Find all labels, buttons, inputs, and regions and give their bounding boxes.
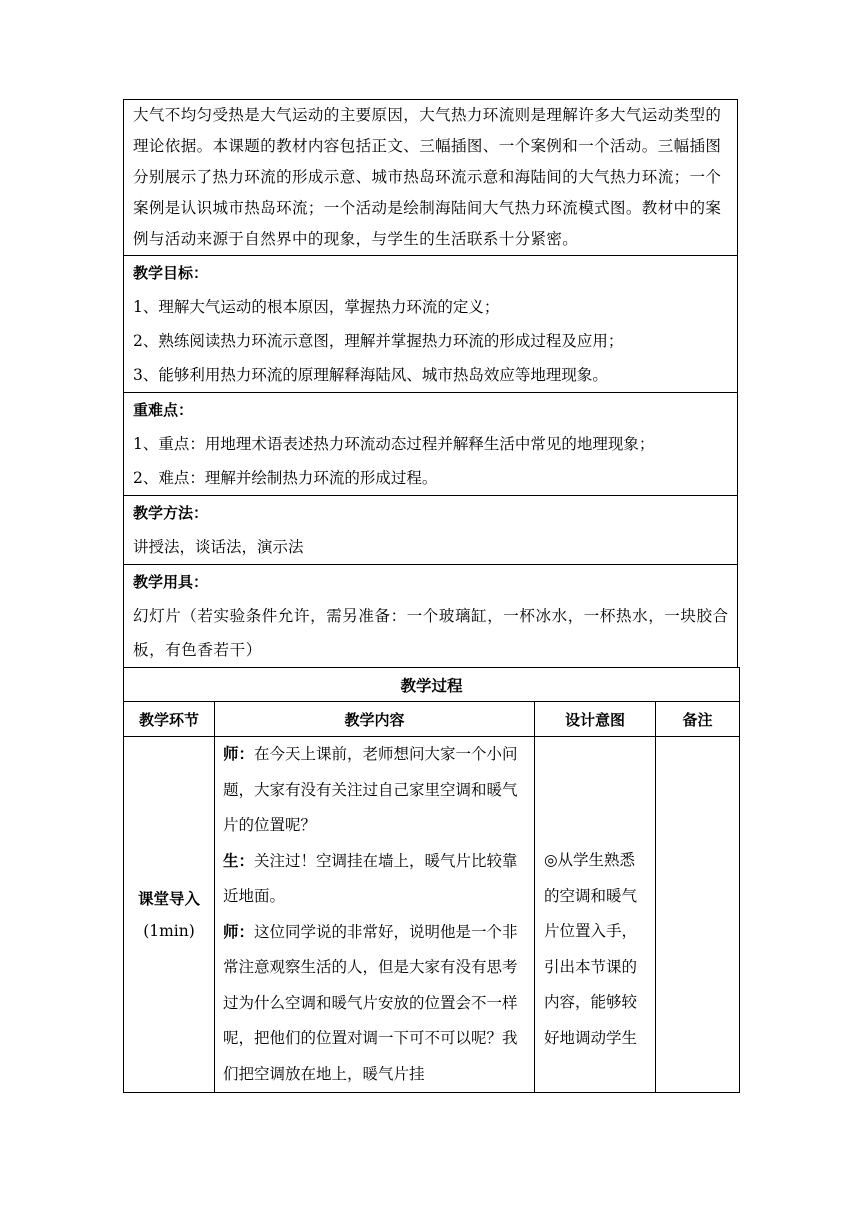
header-intent: 设计意图 (535, 702, 656, 737)
dialogue-text: 这位同学说的非常好，说明他是一个非常注意观察生活的人，但是大家有没有思考过为什么空调和暖气片安放的位置会不一样呢，把他们的位置对调一下可不可以呢？我们把空调放在地上，暖气片挂 (223, 922, 518, 1083)
header-stage: 教学环节 (124, 702, 215, 737)
dialogue-line (223, 737, 524, 844)
header-remark: 备注 (656, 702, 740, 737)
stage-duration: (1min) (143, 921, 195, 940)
speaker-label: 生： (223, 851, 255, 870)
objectives-heading: 教学目标： (133, 264, 209, 282)
stage-name: 课堂导入 (137, 889, 200, 908)
stage-cell (124, 737, 215, 1093)
dialogue-line (223, 915, 524, 1093)
objectives-section (123, 255, 738, 392)
speaker-label: 师： (223, 745, 255, 763)
process-table (123, 667, 740, 1093)
objective-item: 1、理解大气运动的根本原因，掌握热力环流的定义； (133, 298, 500, 316)
key-points-section (123, 392, 738, 495)
methods-section (123, 495, 738, 564)
objective-item: 3、能够利用热力环流的原理解释海陆风、城市热岛效应等地理现象。 (133, 366, 608, 384)
dialogue-line (223, 844, 524, 915)
key-point-item: 2、难点：理解并绘制热力环流的形成过程。 (133, 469, 438, 487)
dialogue-text: 关注过！空调挂在墙上，暖气片比较靠近地面。 (223, 851, 518, 905)
dialogue-text: 在今天上课前，老师想问大家一个小问题，大家有没有关注过自己家里空调和暖气片的位置呢？ (223, 745, 518, 834)
intro-paragraph: 大气不均匀受热是大气运动的主要原因，大气热力环流则是理解许多大气运动类型的理论依据。本课题的教材内容包括正文、三幅插图、一个案例和一个活动。三幅插图分别展示了热力环流的形成示意、城市热岛环流示意和海陆间的大气热力环流；一个案例是认识城市热岛环流；一个活动是绘制海陆间大气热力环流模式图。教材中的案例与活动来源于自然界中的现象，与学生的生活联系十分紧密。 (133, 106, 722, 248)
tools-heading: 教学用具： (133, 573, 209, 591)
content-cell (215, 737, 535, 1093)
methods-text: 讲授法，谈话法，演示法 (133, 538, 304, 556)
remark-cell (656, 737, 740, 1093)
document-page (123, 99, 738, 1093)
intent-text: ◎从学生熟悉的空调和暖气片位置入手，引出本节课的内容，能够较好地调动学生 (544, 851, 638, 1047)
header-content: 教学内容 (215, 702, 535, 737)
tools-section (123, 564, 738, 667)
intent-cell (535, 737, 656, 1093)
tools-text: 幻灯片（若实验条件允许，需另准备：一个玻璃缸，一杯冰水，一杯热水，一块胶合板，有色香若干） (133, 607, 729, 659)
speaker-label: 师： (223, 922, 255, 941)
methods-heading: 教学方法： (133, 504, 209, 522)
key-point-item: 1、重点：用地理术语表述热力环流动态过程并解释生活中常见的地理现象； (133, 435, 655, 453)
intro-section (123, 99, 738, 255)
key-points-heading: 重难点： (133, 401, 194, 419)
process-title: 教学过程 (124, 668, 740, 702)
objective-item: 2、熟练阅读热力环流示意图，理解并掌握热力环流的形成过程及应用； (133, 332, 624, 350)
table-row (124, 737, 740, 1093)
